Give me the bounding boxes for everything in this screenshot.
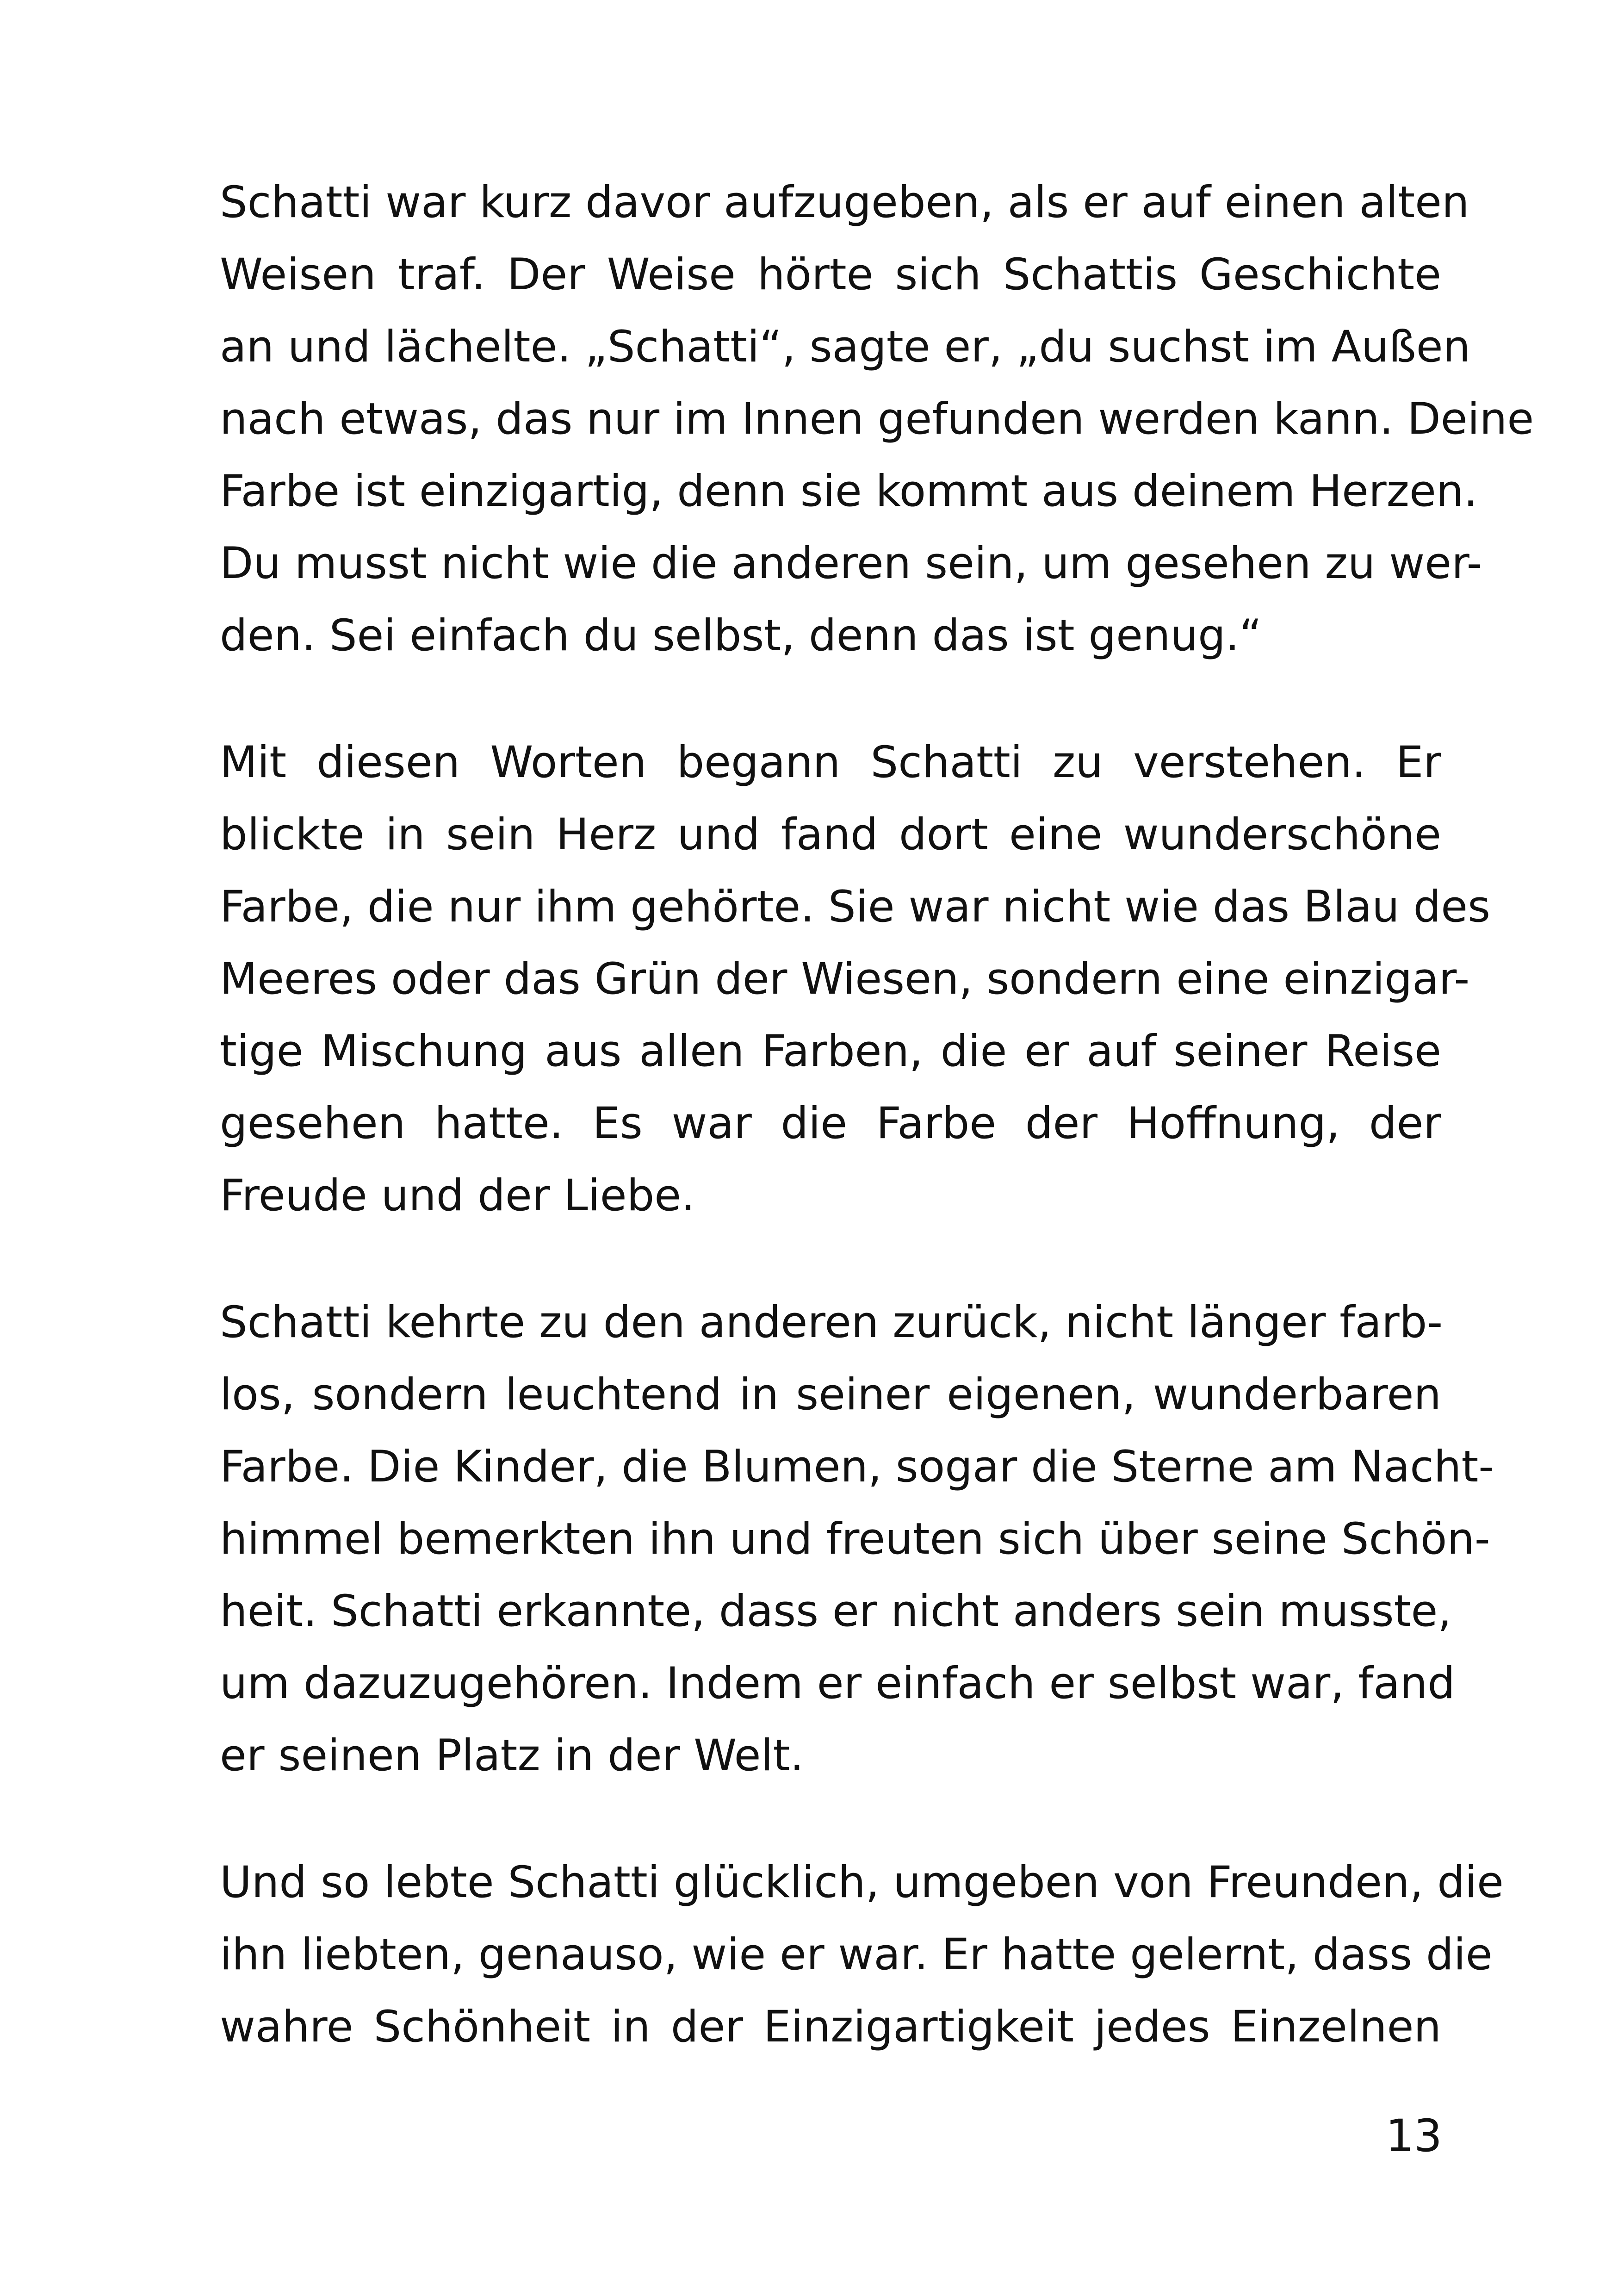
paragraph-line: los, sondern leuchtend in seiner eigenen, wunderbaren — [220, 1369, 1441, 1420]
paragraph-1 — [220, 167, 1534, 672]
paragraph-line: Meeres oder das Grün der Wiesen, sondern eine einzigar- — [220, 954, 1470, 1004]
page-number: 13 — [1385, 2110, 1442, 2162]
paragraph-line: Freude und der Liebe. — [220, 1170, 695, 1221]
paragraph-line: Schatti war kurz davor aufzugeben, als er auf einen alten — [220, 177, 1469, 228]
paragraph-line: Mit diesen Worten begann Schatti zu verstehen. Er — [220, 737, 1441, 788]
paragraph-line: er seinen Platz in der Welt. — [220, 1730, 804, 1781]
paragraph-line: heit. Schatti erkannte, dass er nicht anders sein musste, — [220, 1586, 1452, 1636]
paragraph-line: Weisen traf. Der Weise hörte sich Schattis Geschichte — [220, 249, 1441, 300]
paragraph-line: nach etwas, das nur im Innen gefunden werden kann. Deine — [220, 394, 1534, 444]
paragraph-line: um dazuzugehören. Indem er einfach er selbst war, fand — [220, 1658, 1455, 1709]
paragraph-line: Farbe. Die Kinder, die Blumen, sogar die Sterne am Nacht- — [220, 1442, 1494, 1492]
paragraph-4 — [220, 1847, 1504, 2063]
paragraph-line: Und so lebte Schatti glücklich, umgeben von Freunden, die — [220, 1857, 1504, 1908]
paragraph-line: Du musst nicht wie die anderen sein, um gesehen zu wer- — [220, 538, 1482, 589]
paragraph-line: ihn liebten, genauso, wie er war. Er hatte gelernt, dass die — [220, 1929, 1493, 1980]
paragraph-line: himmel bemerkten ihn und freuten sich über seine Schön- — [220, 1514, 1490, 1564]
paragraph-2 — [220, 727, 1491, 1232]
paragraph-line: wahre Schönheit in der Einzigartigkeit jedes Einzelnen — [220, 2002, 1441, 2052]
paragraph-3 — [220, 1287, 1494, 1792]
paragraph-line: Farbe, die nur ihm gehörte. Sie war nicht wie das Blau des — [220, 882, 1491, 932]
paragraph-line: den. Sei einfach du selbst, denn das ist genug.“ — [220, 610, 1262, 661]
paragraph-line: blickte in sein Herz und fand dort eine wunderschöne — [220, 809, 1441, 860]
paragraph-line: gesehen hatte. Es war die Farbe der Hoffnung, der — [220, 1098, 1441, 1149]
paragraph-line: tige Mischung aus allen Farben, die er auf seiner Reise — [220, 1026, 1441, 1076]
paragraph-line: Farbe ist einzigartig, denn sie kommt aus deinem Herzen. — [220, 466, 1478, 516]
paragraph-line: an und lächelte. „Schatti“, sagte er, „du suchst im Außen — [220, 322, 1471, 372]
paragraph-line: Schatti kehrte zu den anderen zurück, nicht länger farb- — [220, 1297, 1443, 1348]
